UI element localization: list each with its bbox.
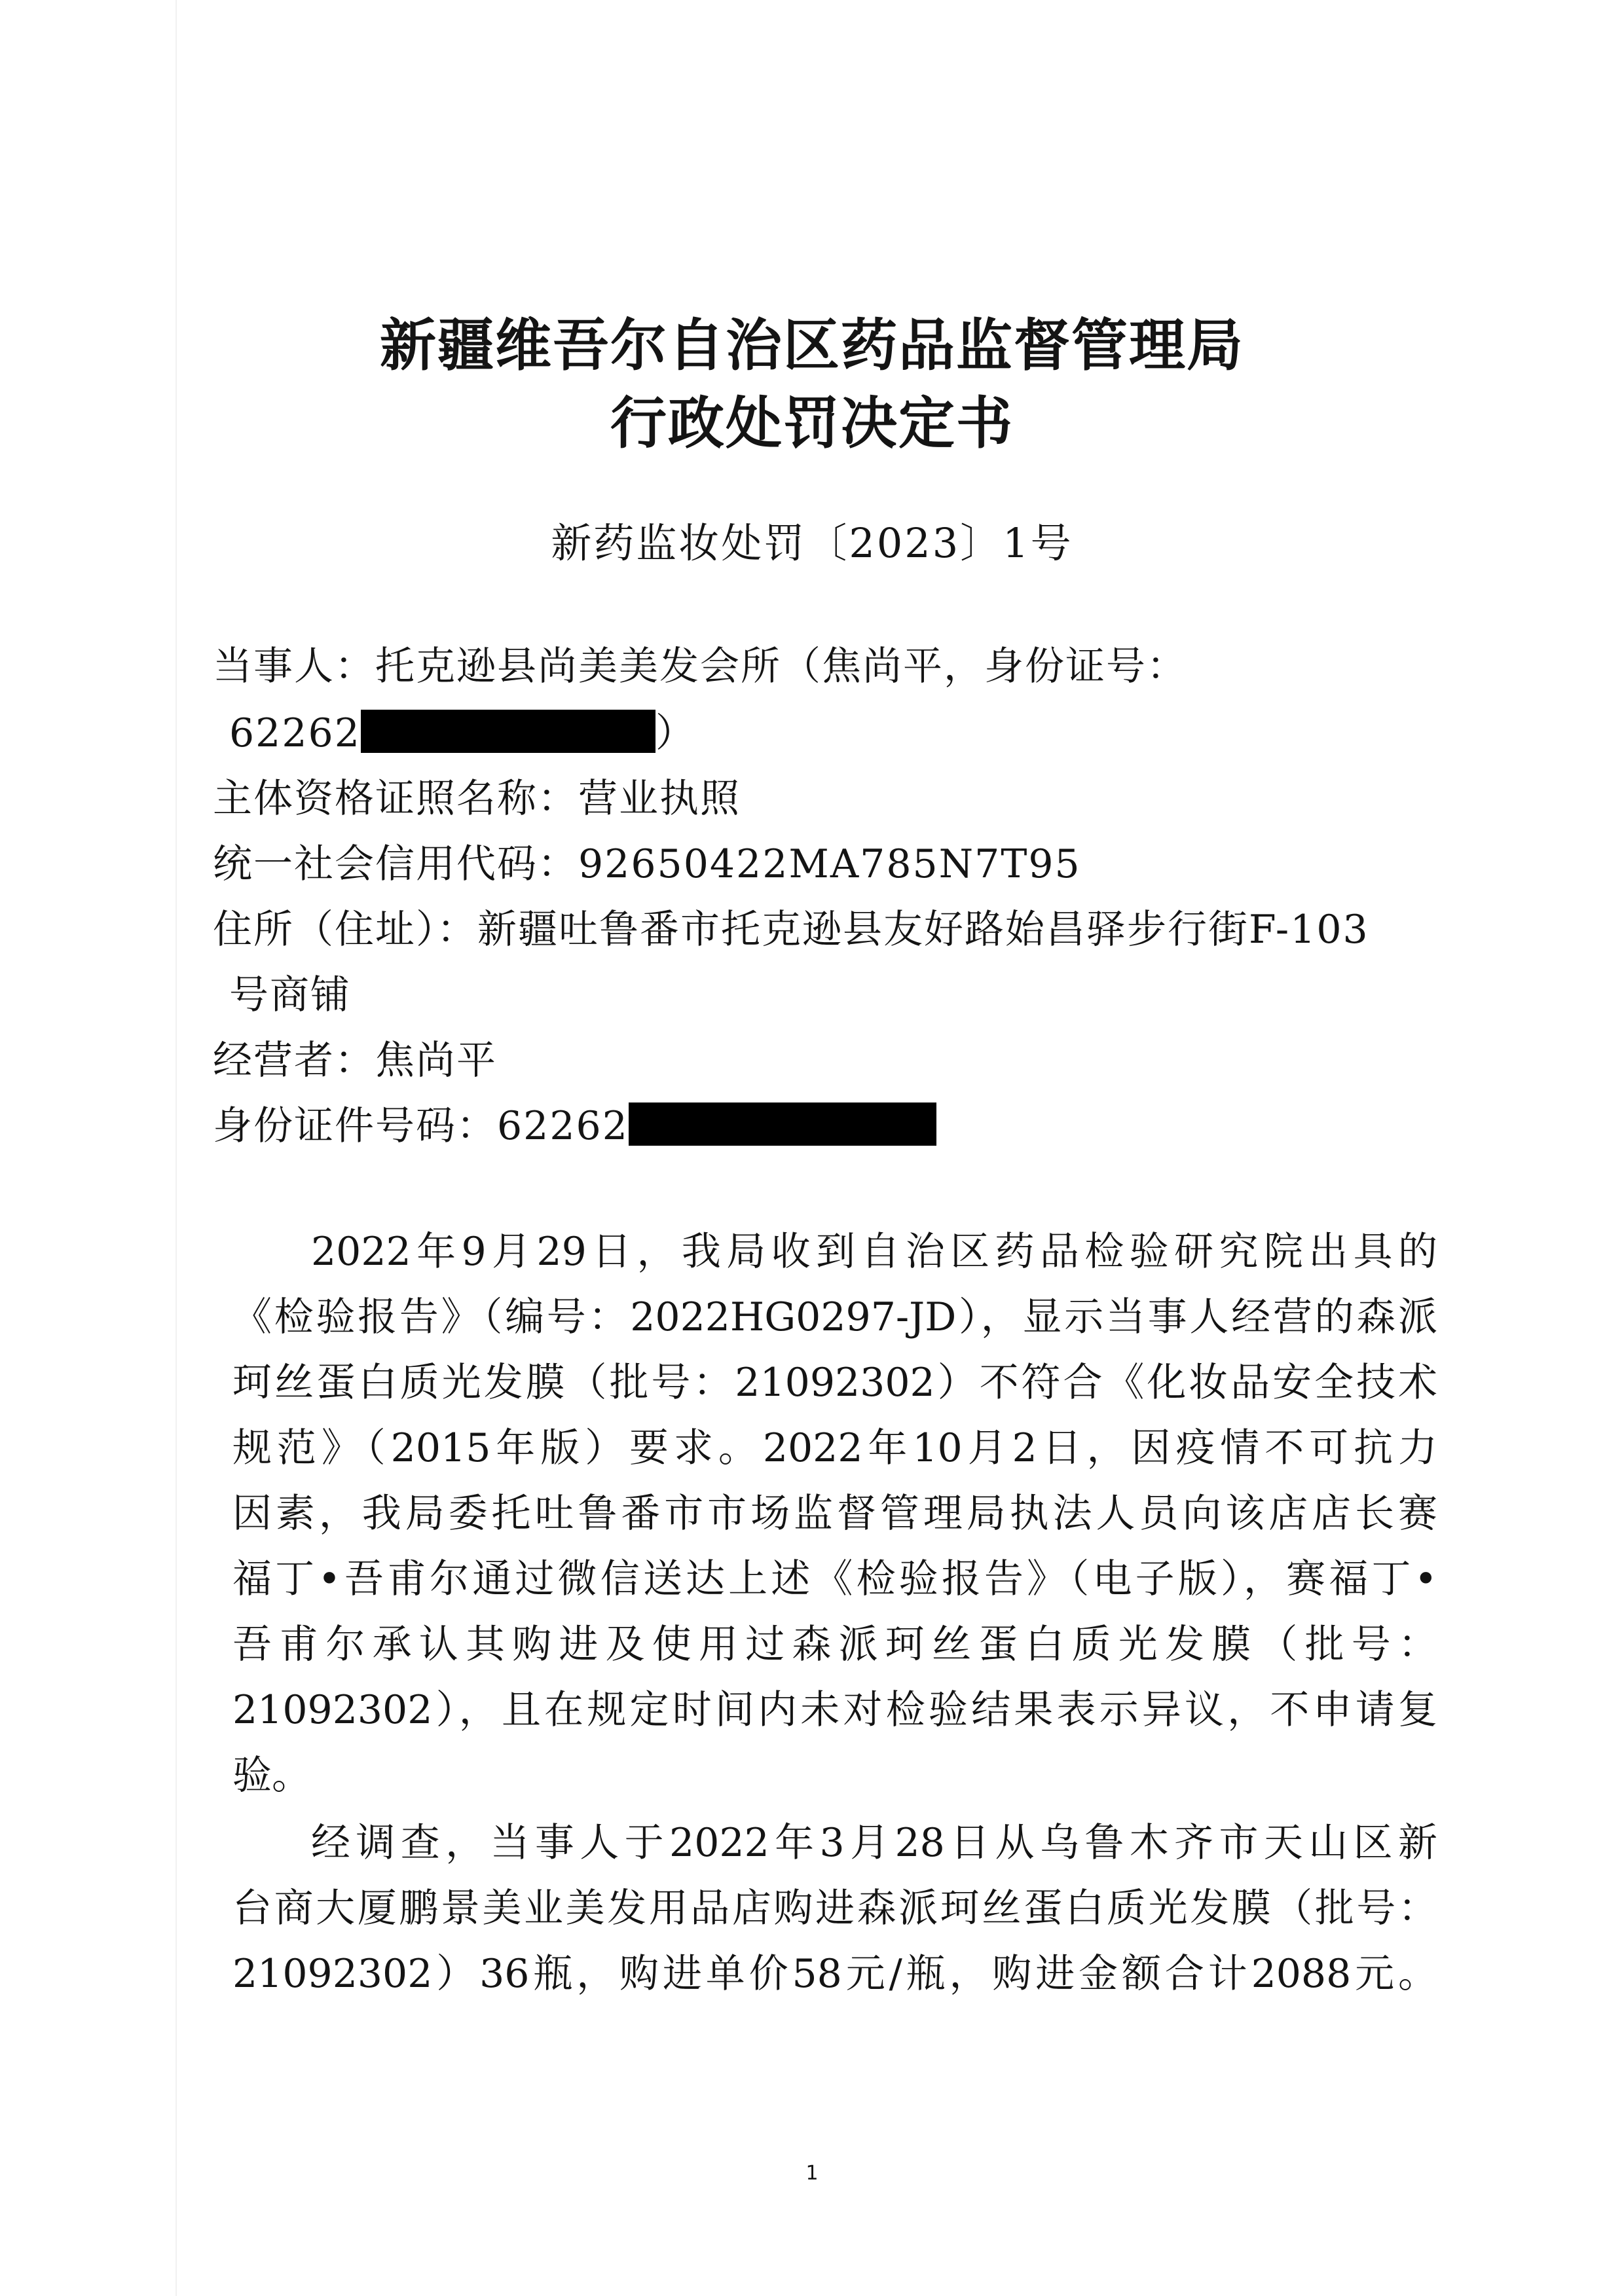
document-title-type: 行政处罚决定书 [610, 391, 1014, 456]
paragraph1-line: 2022年9月29日，我局收到自治区药品检验研究院出具的 [311, 1229, 1437, 1275]
paragraph2-line: 21092302）36瓶，购进单价58元/瓶，购进金额合计2088元。 [232, 1951, 1437, 1997]
id-number-label: 身份证件号码：62262 [213, 1103, 629, 1149]
page-number: 1 [805, 2162, 819, 2185]
redaction-bar [629, 1102, 936, 1146]
party-id-prefix: 62262 [229, 710, 361, 756]
paragraph2-line: 台商大厦鹏景美业美发用品店购进森派珂丝蛋白质光发膜（批号： [232, 1886, 1437, 1931]
redaction-bar [361, 710, 655, 753]
paragraph2-line: 经调查，当事人于2022年3月28日从乌鲁木齐市天山区新 [311, 1820, 1437, 1866]
party-id-close: ） [655, 710, 696, 756]
paragraph1-line: 因素，我局委托吐鲁番市市场监督管理局执法人员向该店店长赛 [232, 1491, 1437, 1537]
party-id-line [229, 707, 696, 759]
address-line: 住所（住址）：新疆吐鲁番市托克逊县友好路始昌驿步行街F-103 [213, 907, 1369, 953]
document-title-agency: 新疆维吾尔自治区药品监督管理局 [380, 313, 1244, 378]
paragraph1-line: 规范》（2015年版）要求。2022年10月2日，因疫情不可抗力 [232, 1425, 1437, 1471]
paragraph1-line: 福丁•吾甫尔通过微信送达上述《检验报告》（电子版），赛福丁• [232, 1556, 1437, 1602]
paragraph1-line: 21092302），且在规定时间内未对检验结果表示异议，不申请复 [232, 1687, 1437, 1733]
id-number-line [213, 1100, 936, 1152]
operator-line: 经营者：焦尚平 [213, 1038, 497, 1084]
party-line: 当事人：托克逊县尚美美发会所（焦尚平，身份证号： [213, 644, 1187, 689]
paragraph1-line: 验。 [232, 1753, 311, 1798]
credit-code-line: 统一社会信用代码：92650422MA785N7T95 [213, 841, 1081, 887]
address-line-continued: 号商铺 [229, 972, 351, 1018]
license-name-line: 主体资格证照名称：营业执照 [213, 776, 741, 822]
paragraph1-line: 《检验报告》（编号：2022HG0297-JD），显示当事人经营的森派 [232, 1294, 1437, 1340]
document-number: 新药监妆处罚〔2023〕1号 [551, 519, 1073, 567]
paragraph1-line: 吾甫尔承认其购进及使用过森派珂丝蛋白质光发膜（批号： [232, 1622, 1437, 1667]
paragraph1-line: 珂丝蛋白质光发膜（批号：21092302）不符合《化妆品安全技术 [232, 1360, 1437, 1406]
